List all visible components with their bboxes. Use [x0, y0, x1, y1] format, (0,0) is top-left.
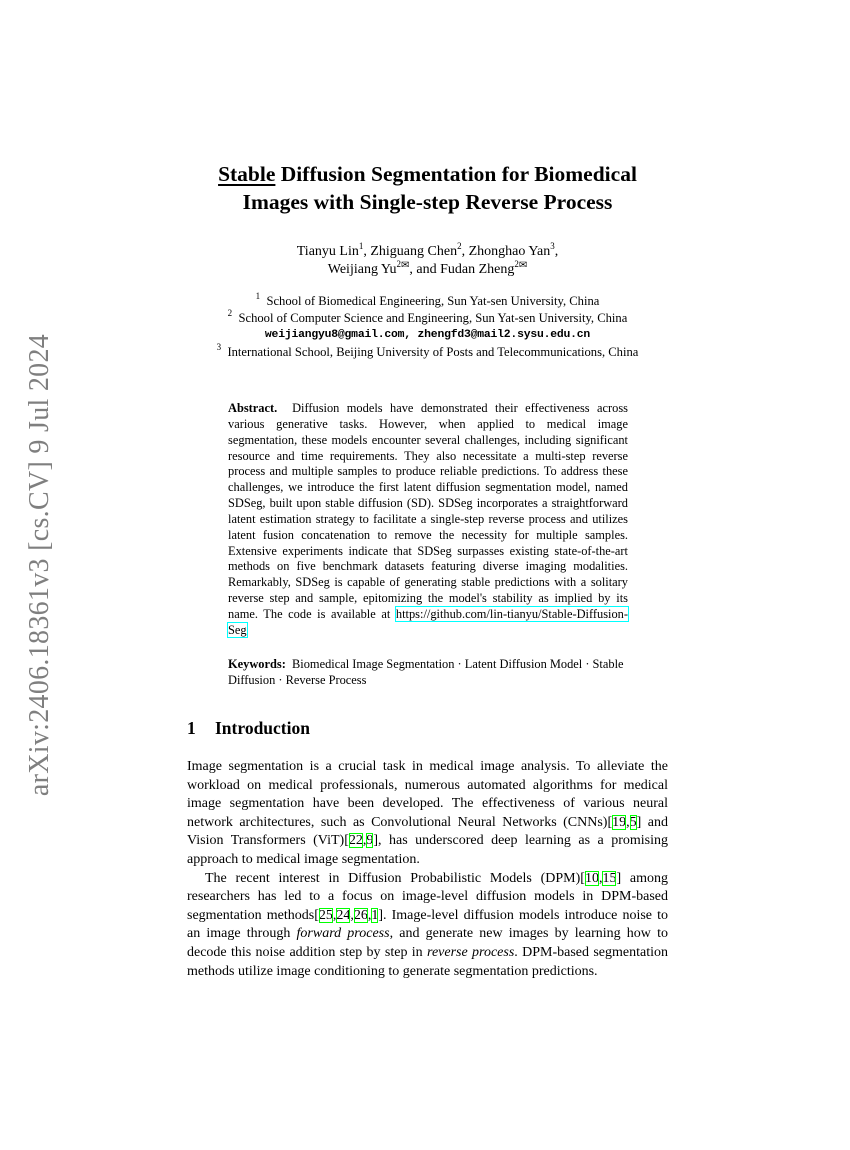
paragraph-text: among researchers has led to a focus on image-level diffusion models in DPM-based segmentation methods: [187, 870, 668, 923]
paragraph-text: . DPM-based segmentation methods utilize image conditioning to generate segmentation predictions.: [187, 944, 669, 979]
author-separator: , and: [409, 262, 441, 277]
paragraph: Image segmentation is a crucial task in medical image analysis. To alleviate the workload on medical professionals, numerous automated algorithms for medical image segmentation have been developed. The effectiveness of various neural network architectures, such as Convolutional Neural Networks (CNNs)[19,5] and Vision Transformers (ViT)[22,9], has underscored deep learning as a promising approach to medical image segmentation.: [187, 759, 668, 867]
affiliation-2: [130, 310, 725, 327]
author-name: Zhonghao Yan: [468, 244, 551, 259]
paragraph-text: and Vision Transformers (ViT): [187, 814, 668, 849]
affiliation-mark: 3: [216, 342, 222, 352]
author-name: Fudan Zheng: [440, 262, 515, 277]
title-underlined-word: Stable: [218, 162, 276, 186]
citation-link[interactable]: 10: [584, 870, 599, 886]
keywords-label: Keywords:: [228, 657, 286, 671]
author-affiliation-mark: 1: [358, 241, 364, 251]
envelope-icon: ✉: [400, 260, 410, 271]
citation-link[interactable]: 24: [336, 907, 351, 923]
affiliation-mark: 1: [255, 291, 261, 301]
title-line2: Images with Single-step Reverse Process: [242, 190, 613, 214]
affiliations: [130, 293, 725, 361]
paragraph-text: . Image-level diffusion models introduce noise to an image through: [187, 907, 668, 942]
envelope-icon: ✉: [518, 260, 528, 271]
author-list: Tianyu Lin$^1$, Zhiguang Chen$^2$, Zhonghao Yan$^3$, Weijiang $Yu^{2✉}$, and Fudan Zheng$^{2✉}$: [296, 241, 559, 277]
section-title: Introduction: [215, 718, 310, 738]
author-affiliation-mark: 2: [396, 259, 401, 269]
citation-link[interactable]: 26: [353, 907, 368, 923]
title-line1-rest: Diffusion Segmentation for Biomedical: [275, 162, 637, 186]
citation-link[interactable]: 15: [602, 870, 617, 886]
author-affiliation-mark: 3: [550, 241, 555, 251]
affiliation-text: School of Biomedical Engineering, Sun Yat-sen University, China: [266, 294, 600, 308]
affiliation-text: International School, Beijing University of Posts and Telecommunications, China: [227, 345, 639, 359]
author-name: Weijiang Yu: [327, 262, 397, 277]
abstract-label: Abstract.: [228, 401, 278, 415]
paragraph-text: , has underscored deep learning as a promising approach to medical image segmentation.: [187, 833, 668, 867]
affiliation-text: School of Computer Science and Engineering, Sun Yat-sen University, China: [238, 311, 628, 325]
arxiv-identifier: arXiv:2406.18361v3 [cs.CV] 9 Jul 2024: [24, 333, 55, 797]
author-affiliation-mark: 2: [457, 241, 462, 251]
introduction-body: [187, 758, 668, 981]
paragraph-text: The recent interest in Diffusion Probabilistic Models (DPM): [205, 870, 581, 886]
citation-link[interactable]: 5: [629, 814, 637, 830]
term-forward-process: forward process: [296, 926, 390, 942]
author-separator: ,: [461, 244, 469, 259]
code-repository-link[interactable]: https://github.com/lin-tianyu/Stable-Diffusion-Seg: [228, 606, 628, 637]
section-number: 1: [187, 718, 196, 738]
paragraph-text: , and generate new images by learning how to decode this noise addition step by step in: [187, 926, 668, 960]
paragraph-text: Image segmentation is a crucial task in medical image analysis. To alleviate the workload on medical professionals, numerous automated algorithms for medical image segmentation have been developed. The effectiveness of various neural network architectures, such as Convolutional Neural Networks (CNNs): [187, 759, 668, 830]
paper-title: [150, 160, 705, 216]
paragraph: The recent interest in Diffusion Probabilistic Models (DPM)[10,15] among researchers has led to a focus on image-level diffusion models in DPM-based segmentation methods[25,24,26,1]. Image-level diffusion models introduce noise to an image through forward process, and generate new images by learning how to decode this noise addition step by step in reverse process. DPM-based segmentation methods utilize image conditioning to generate segmentation predictions.: [187, 870, 669, 979]
author-separator: ,: [363, 244, 371, 259]
abstract-text: Diffusion models have demonstrated their effectiveness across various generative tasks. However, when applied to medical image segmentation, these models encounter several challenges, including significant resource and time requirements. They also necessitate a multi-step reverse process and multiple samples to produce reliable predictions. To address these challenges, we introduce the first latent diffusion segmentation model, named SDSeg, built upon stable diffusion (SD). SDSeg incorporates a straightforward latent estimation strategy to facilitate a single-step reverse process and utilizes latent fusion concatenation to remove the necessity for multiple samples. Extensive experiments indicate that SDSeg surpasses existing state-of-the-art methods on five benchmark datasets featuring diverse imaging modalities. Remarkably, SDSeg is capable of generating stable predictions with a solitary reverse step and sample, epitomizing the model's stability as implied by its name. The code is available at: [228, 401, 629, 621]
affiliation-mark: 2: [227, 308, 233, 318]
citation-link[interactable]: 1: [371, 907, 379, 923]
arxiv-side-stamp: [14, 320, 66, 810]
abstract: [228, 401, 628, 639]
author-affiliation-mark: 2: [514, 259, 519, 269]
affiliation-1: [130, 293, 725, 310]
keywords: [228, 656, 632, 688]
citation-link[interactable]: 9: [366, 833, 374, 849]
citation-link[interactable]: 19: [612, 814, 627, 830]
keywords-text: Biomedical Image Segmentation · Latent Diffusion Model · Stable Diffusion · Reverse Process: [228, 657, 624, 687]
contact-emails: weijiangyu8@gmail.com, zhengfd3@mail2.sysu.edu.cn: [264, 329, 591, 341]
citation-link[interactable]: 25: [318, 907, 333, 923]
author-name: Tianyu Lin: [296, 244, 359, 259]
term-reverse-process: reverse process: [427, 944, 515, 960]
author-name: Zhiguang Chen: [370, 244, 458, 259]
section-heading: [187, 718, 310, 739]
affiliation-3: [130, 344, 725, 361]
citation-link[interactable]: 22: [348, 833, 363, 849]
